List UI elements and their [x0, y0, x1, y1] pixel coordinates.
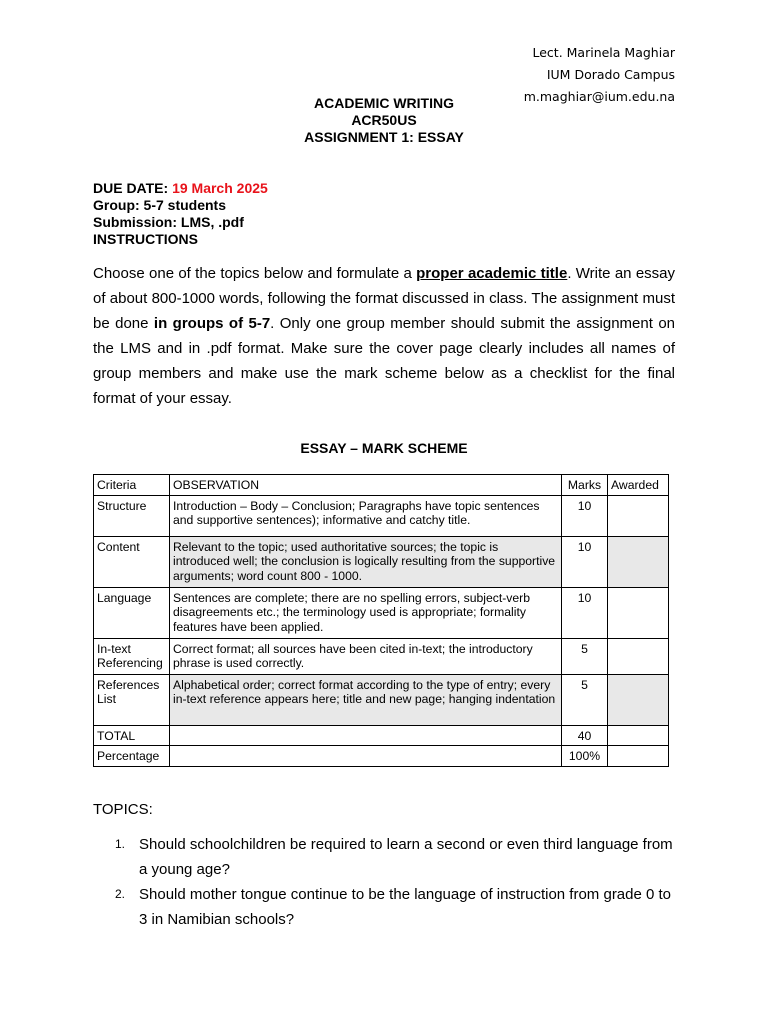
awarded-cell — [608, 587, 669, 638]
percentage-awarded — [608, 746, 669, 767]
marks-cell: 10 — [562, 587, 608, 638]
observation-cell: Sentences are complete; there are no spelling errors, subject-verb disagreements etc.; the terminology used is appropriate; formality features have been applied. — [170, 587, 562, 638]
author-campus: IUM Dorado Campus — [546, 67, 675, 82]
author-email: m.maghiar@ium.edu.na — [523, 89, 675, 104]
table-row — [94, 674, 669, 725]
instructions-text-2: . Write an essay of about 800-1000 words, following the format discussed in class. The assignment must be done — [93, 265, 675, 332]
header-criteria: Criteria — [94, 475, 170, 496]
percentage-row — [94, 746, 669, 767]
instructions-text-3: . Only one group member should submit the assignment on the LMS and in .pdf format. Make sure the cover page clearly includes all names of group members and make use the mark scheme below as a checklist for the final format of your essay. — [93, 315, 676, 407]
observation-cell: Introduction – Body – Conclusion; Paragraphs have topic sentences and supportive sentences); informative and catchy title. — [170, 495, 562, 536]
author-name: Lect. Marinela Maghiar — [532, 45, 675, 60]
course-title: ACADEMIC WRITING — [314, 95, 454, 111]
group-size: Group: 5-7 students — [93, 197, 227, 213]
percentage-empty — [170, 746, 562, 767]
topic-text: Should mother tongue continue to be the language of instruction from grade 0 to 3 in Namibian schools? — [139, 886, 672, 928]
submission-format: Submission: LMS, .pdf — [93, 214, 244, 230]
topic-text: Should schoolchildren be required to learn a second or even third language from a young age? — [139, 836, 673, 878]
header-marks: Marks — [562, 475, 608, 496]
total-empty — [170, 725, 562, 746]
instructions-bold: in groups of 5-7 — [153, 315, 271, 332]
observation-cell: Alphabetical order; correct format according to the type of entry; every in-text reference appears here; title and new page; hanging indentation — [170, 674, 562, 725]
topic-number: 1. — [115, 837, 126, 851]
criteria-cell: In-text Referencing — [94, 638, 170, 674]
instructions-paragraph — [93, 261, 675, 411]
table-row — [94, 495, 669, 536]
total-awarded — [608, 725, 669, 746]
instructions-underlined: proper academic title — [416, 265, 568, 282]
marks-cell: 5 — [562, 638, 608, 674]
marks-cell: 10 — [562, 536, 608, 587]
assignment-title: ASSIGNMENT 1: ESSAY — [304, 129, 464, 145]
assignment-meta — [93, 180, 268, 248]
instructions-text-1: Choose one of the topics below and formulate a — [93, 265, 417, 282]
mark-scheme-title: ESSAY – MARK SCHEME — [300, 440, 468, 456]
criteria-cell: Structure — [94, 495, 170, 536]
table-header-row — [94, 475, 669, 496]
topics-heading: TOPICS: — [93, 801, 153, 818]
percentage-value: 100% — [562, 746, 608, 767]
criteria-cell: References List — [94, 674, 170, 725]
list-item — [93, 832, 683, 882]
total-row — [94, 725, 669, 746]
marks-cell: 5 — [562, 674, 608, 725]
total-label: TOTAL — [94, 725, 170, 746]
awarded-cell — [608, 495, 669, 536]
topics-list — [93, 832, 683, 932]
due-date-line — [93, 180, 268, 197]
list-item — [93, 882, 683, 932]
topic-number: 2. — [115, 887, 126, 901]
awarded-cell — [608, 638, 669, 674]
table-row — [94, 587, 669, 638]
due-date-value: 19 March 2025 — [172, 180, 268, 196]
criteria-cell: Language — [94, 587, 170, 638]
table-row — [94, 536, 669, 587]
table-row — [94, 638, 669, 674]
percentage-label: Percentage — [94, 746, 170, 767]
criteria-cell: Content — [94, 536, 170, 587]
instructions-heading: INSTRUCTIONS — [93, 231, 198, 247]
observation-cell: Correct format; all sources have been cited in-text; the introductory phrase is used correctly. — [170, 638, 562, 674]
course-code: ACR50US — [351, 112, 417, 128]
header-observation: OBSERVATION — [170, 475, 562, 496]
observation-cell: Relevant to the topic; used authoritative sources; the topic is introduced well; the conclusion is logically resulting from the supportive arguments; word count 800 - 1000. — [170, 536, 562, 587]
total-value: 40 — [562, 725, 608, 746]
mark-scheme-table — [93, 474, 669, 767]
due-date-label: DUE DATE: — [93, 180, 169, 196]
document-heading — [0, 95, 768, 146]
awarded-cell — [608, 536, 669, 587]
marks-cell: 10 — [562, 495, 608, 536]
header-awarded: Awarded — [608, 475, 669, 496]
awarded-cell — [608, 674, 669, 725]
